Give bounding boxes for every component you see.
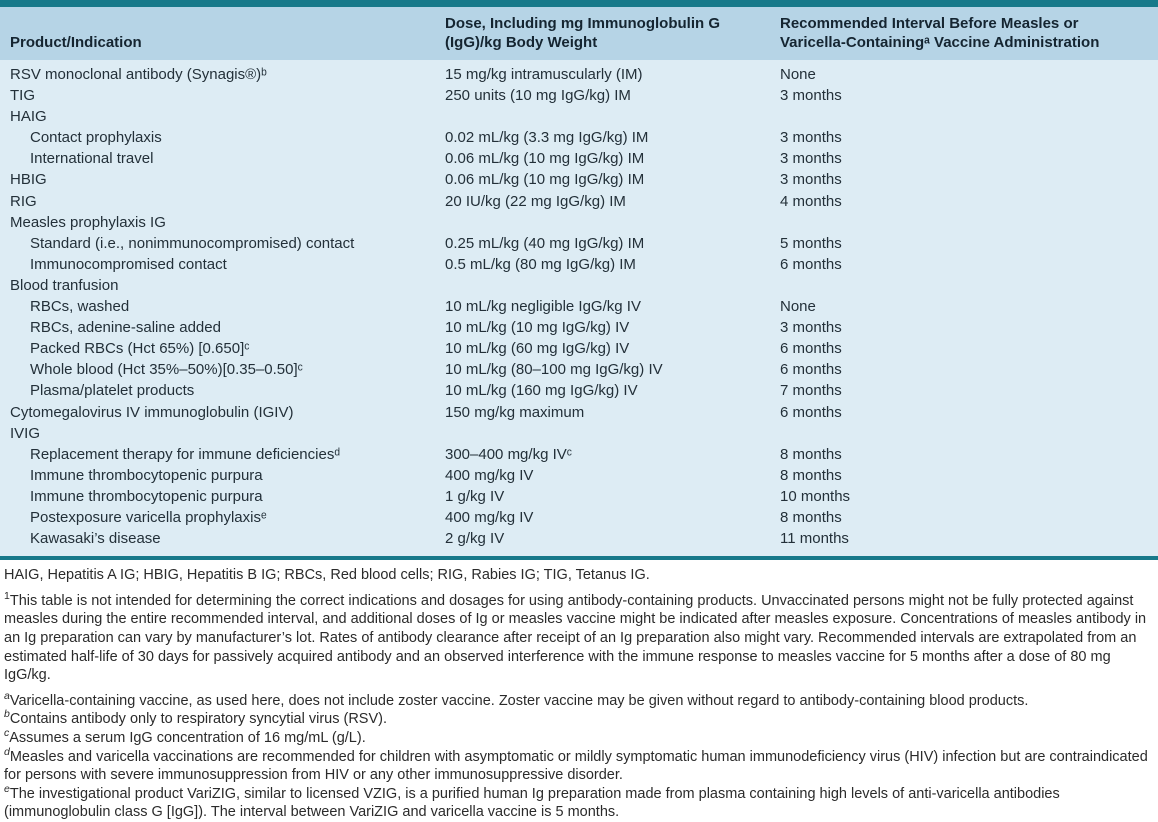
footnote-marker: e [4, 782, 10, 795]
footnote-marker: c [4, 727, 10, 740]
cell-interval: 6 months [780, 340, 842, 358]
table-row [0, 317, 1158, 338]
table-row [0, 359, 1158, 380]
cell-product: RBCs, adenine-saline added [30, 319, 221, 337]
table-row [0, 465, 1158, 486]
cell-dose: 0.5 mL/kg (80 mg IgG/kg) IM [445, 255, 636, 273]
cell-product: RBCs, washed [30, 298, 130, 316]
cell-product: TIG [10, 87, 35, 105]
cell-dose: 15 mg/kg intramuscularly (IM) [445, 66, 643, 83]
cell-dose: 10 mL/kg negligible IgG/kg IV [445, 298, 641, 316]
table-row [0, 148, 1158, 169]
table-row [0, 191, 1158, 212]
cell-product: Plasma/platelet products [30, 382, 195, 400]
cell-product: IVIG [10, 424, 41, 442]
cell-interval: 5 months [780, 234, 842, 252]
cell-dose: 300–400 mg/kg IVᶜ [445, 445, 573, 463]
cell-dose: 1 g/kg IV [445, 487, 505, 505]
footnote-text: Assumes a serum IgG concentration of 16 mg/mL (g/L). [9, 729, 366, 746]
cell-product: Kawasaki’s disease [30, 530, 161, 548]
column-header-interval: Recommended Interval Before Measles or Varicella-Containingᵃ Vaccine Administration [780, 15, 1100, 51]
footnote-marker: 1 [4, 589, 10, 602]
column-header-dose: Dose, Including mg Immunoglobulin G (IgG)/kg Body Weight [445, 15, 720, 51]
table-row [0, 528, 1158, 549]
footnote-marker: d [4, 745, 10, 758]
footnote-text: The investigational product VariZIG, similar to licensed VZIG, is a purified human Ig preparation made from plasma containing high levels of anti-varicella antibodies (immunoglobulin class G [IgG]). The interval between VariZIG and varicella vaccine is 5 months. [4, 785, 1060, 821]
footnote [4, 745, 1152, 785]
table-row [0, 169, 1158, 190]
footnote-text: Measles and varicella vaccinations are recommended for children with asymptomatic or mildly symptomatic human immunodeficiency virus (HIV) infection but are contraindicated for persons with severe immunosuppression from HIV or any other immunosuppressive disorder. [4, 748, 1148, 784]
cell-interval: 3 months [780, 319, 842, 337]
cell-product: Blood tranfusion [10, 276, 119, 294]
cell-interval: 7 months [780, 382, 842, 400]
table-row [0, 486, 1158, 507]
cell-dose [445, 275, 780, 296]
cell-dose [445, 106, 780, 127]
footnotes-list [4, 589, 1152, 822]
footnote [4, 689, 1152, 711]
cell-dose [445, 212, 780, 233]
footnote-text: Contains antibody only to respiratory syncytial virus (RSV). [9, 711, 387, 728]
cell-interval [780, 212, 1158, 233]
cell-interval: 8 months [780, 445, 842, 463]
cell-product: Cytomegalovirus IV immunoglobulin (IGIV) [10, 403, 294, 421]
table-row [0, 402, 1158, 423]
column-header-product: Product/Indication [10, 34, 142, 51]
cell-dose: 10 mL/kg (160 mg IgG/kg) IV [445, 382, 638, 400]
cell-dose: 150 mg/kg maximum [445, 403, 585, 421]
cell-interval: 6 months [780, 361, 842, 379]
cell-dose: 0.06 mL/kg (10 mg IgG/kg) IM [445, 171, 645, 189]
table-header-row [0, 7, 1158, 60]
footnote-text: This table is not intended for determining the correct indications and dosages for using antibody-containing products. Unvaccinated persons might not be fully protected against measles during the entire recommended interval, and additional doses of Ig or measles vaccine might be indicated after measles exposure. Concentrations of measles antibody in an Ig preparation can vary by manufacturer’s lot. Rates of antibody clearance after receipt of an Ig preparation also might vary. Recommended intervals are extrapolated from an estimated half-life of 30 days for passively acquired antibody and an observed interference with the immune response to measles vaccine for 5 months after a dose of 80 mg IgG/kg. [4, 592, 1147, 684]
cell-dose: 20 IU/kg (22 mg IgG/kg) IM [445, 192, 626, 210]
cell-dose: 400 mg/kg IV [445, 508, 534, 526]
cell-product: RSV monoclonal antibody (Synagis®)ᵇ [10, 66, 267, 83]
cell-interval: 3 months [780, 87, 842, 105]
cell-product: Immune thrombocytopenic purpura [30, 487, 263, 505]
cell-interval: 3 months [780, 129, 842, 147]
table-row [0, 296, 1158, 317]
cell-interval: 11 months [780, 530, 849, 548]
abbreviations-line: HAIG, Hepatitis A IG; HBIG, Hepatitis B IG; RBCs, Red blood cells; RIG, Rabies IG; TIG, Tetanus IG. [4, 567, 650, 584]
cell-dose: 2 g/kg IV [445, 530, 505, 548]
cell-dose: 250 units (10 mg IgG/kg) IM [445, 87, 631, 105]
cell-product: Packed RBCs (Hct 65%) [0.650]ᶜ [30, 340, 250, 358]
cell-product: Measles prophylaxis IG [10, 213, 166, 231]
cell-interval: 3 months [780, 150, 842, 168]
cell-interval [780, 106, 1158, 127]
cell-interval [780, 423, 1158, 444]
footnote [4, 710, 1152, 729]
table-row [0, 423, 1158, 444]
table-row [0, 380, 1158, 401]
table-row [0, 85, 1158, 106]
cell-product: HBIG [10, 171, 47, 189]
cell-product: Whole blood (Hct 35%–50%)[0.35–0.50]ᶜ [30, 361, 303, 379]
cell-dose: 0.25 mL/kg (40 mg IgG/kg) IM [445, 234, 645, 252]
table-row [0, 444, 1158, 465]
cell-interval: 6 months [780, 403, 842, 421]
cell-product: HAIG [10, 108, 47, 126]
cell-product: Postexposure varicella prophylaxisᵉ [30, 508, 267, 526]
footnotes-section [0, 560, 1158, 822]
cell-interval: None [780, 66, 816, 83]
footnote-marker: a [4, 689, 10, 702]
cell-product: Immune thrombocytopenic purpura [30, 466, 263, 484]
cell-dose [445, 423, 780, 444]
cell-interval: 8 months [780, 466, 842, 484]
cell-dose: 0.02 mL/kg (3.3 mg IgG/kg) IM [445, 129, 649, 147]
cell-product: Contact prophylaxis [30, 129, 162, 147]
cell-product: Standard (i.e., nonimmunocompromised) contact [30, 234, 355, 252]
table-row [0, 106, 1158, 127]
table-top-border [0, 0, 1158, 7]
cell-interval: 10 months [780, 487, 851, 505]
footnote [4, 782, 1152, 822]
footnote [4, 729, 1152, 748]
cell-interval [780, 275, 1158, 296]
cell-dose: 10 mL/kg (60 mg IgG/kg) IV [445, 340, 630, 358]
cell-interval: None [780, 298, 816, 316]
cell-interval: 6 months [780, 255, 842, 273]
footnote-text: Varicella-containing vaccine, as used here, does not include zoster vaccine. Zoster vaccine may be given without regard to antibody-containing blood products. [9, 692, 1029, 709]
cell-product: Replacement therapy for immune deficienciesᵈ [30, 445, 340, 463]
table-row [0, 212, 1158, 233]
table-row [0, 127, 1158, 148]
table-row [0, 64, 1158, 85]
cell-product: RIG [10, 192, 37, 210]
cell-dose: 10 mL/kg (80–100 mg IgG/kg) IV [445, 361, 663, 379]
cell-interval: 4 months [780, 192, 842, 210]
table-row [0, 233, 1158, 254]
cell-interval: 3 months [780, 171, 842, 189]
cell-product: International travel [30, 150, 154, 168]
cell-interval: 8 months [780, 508, 842, 526]
table-body [0, 60, 1158, 556]
cell-product: Immunocompromised contact [30, 255, 227, 273]
table-row [0, 338, 1158, 359]
table-row [0, 507, 1158, 528]
cell-dose: 400 mg/kg IV [445, 466, 534, 484]
footnote-marker: b [4, 708, 10, 721]
cell-dose: 10 mL/kg (10 mg IgG/kg) IV [445, 319, 630, 337]
footnote [4, 589, 1152, 685]
table-row [0, 275, 1158, 296]
cell-dose: 0.06 mL/kg (10 mg IgG/kg) IM [445, 150, 645, 168]
table-row [0, 254, 1158, 275]
